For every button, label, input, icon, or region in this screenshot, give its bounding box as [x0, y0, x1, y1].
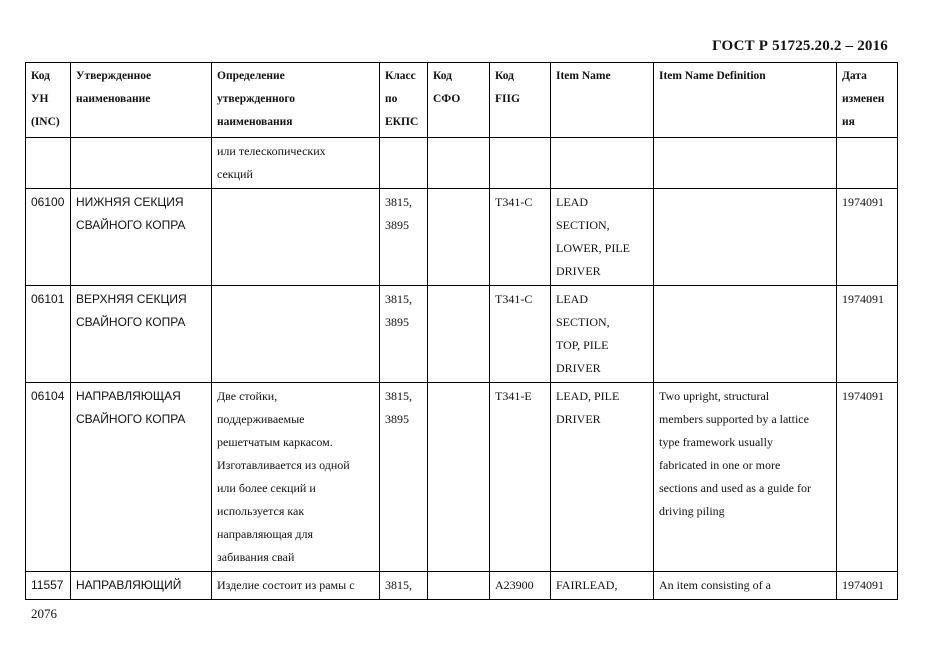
cell-item-name: LEAD, PILE DRIVER — [551, 383, 654, 572]
page-number: 2076 — [31, 606, 57, 621]
cell-item-definition: Two upright, structural members supported by a lattice type framework usually fabricated in one or more sections and used as a guide for driving piling — [654, 383, 837, 572]
cell-approved-name: НАПРАВЛЯЮЩИЙ — [71, 572, 212, 600]
cell-class: 3815, 3895 — [380, 383, 428, 572]
cell-class: 3815, 3895 — [380, 189, 428, 286]
column-header-fiig: Код FIIG — [490, 63, 551, 138]
column-header-inc: Код УН (INC) — [26, 63, 71, 138]
cell-item-name: FAIRLEAD, — [551, 572, 654, 600]
cell-inc: 06100 — [26, 189, 71, 286]
column-header-item-name: Item Name — [551, 63, 654, 138]
cell-item-name: LEAD SECTION, LOWER, PILE DRIVER — [551, 189, 654, 286]
cell-item-definition — [654, 138, 837, 189]
cell-date: 1974091 — [837, 572, 898, 600]
table-row — [26, 189, 898, 286]
cell-item-definition — [654, 189, 837, 286]
cell-definition: Две стойки, поддерживаемые решетчатым каркасом. Изготавливается из одной или более секций и используется как направляющая для забивания свай — [212, 383, 380, 572]
catalog-table — [25, 62, 898, 600]
cell-inc: 06104 — [26, 383, 71, 572]
column-header-sfo: Код СФО — [428, 63, 490, 138]
cell-sfo — [428, 138, 490, 189]
column-header-definition: Определение утвержденного наименования — [212, 63, 380, 138]
cell-date: 1974091 — [837, 286, 898, 383]
table-row — [26, 286, 898, 383]
cell-sfo — [428, 383, 490, 572]
cell-definition — [212, 286, 380, 383]
cell-definition: или телескопических секций — [212, 138, 380, 189]
cell-inc: 11557 — [26, 572, 71, 600]
cell-definition — [212, 189, 380, 286]
cell-fiig: T341-E — [490, 383, 551, 572]
cell-sfo — [428, 286, 490, 383]
cell-item-definition: An item consisting of a — [654, 572, 837, 600]
cell-sfo — [428, 189, 490, 286]
column-header-approved-name: Утвержденное наименование — [71, 63, 212, 138]
cell-approved-name — [71, 138, 212, 189]
cell-fiig: T341-C — [490, 286, 551, 383]
cell-date: 1974091 — [837, 189, 898, 286]
table-row — [26, 572, 898, 600]
cell-approved-name: ВЕРХНЯЯ СЕКЦИЯ СВАЙНОГО КОПРА — [71, 286, 212, 383]
cell-sfo — [428, 572, 490, 600]
column-header-item-name-definition: Item Name Definition — [654, 63, 837, 138]
cell-fiig — [490, 138, 551, 189]
cell-item-definition — [654, 286, 837, 383]
document-standard-header: ГОСТ Р 51725.20.2 – 2016 — [712, 38, 888, 54]
column-header-change-date: Дата изменен ия — [837, 63, 898, 138]
cell-item-name: LEAD SECTION, TOP, PILE DRIVER — [551, 286, 654, 383]
cell-date — [837, 138, 898, 189]
cell-approved-name: НИЖНЯЯ СЕКЦИЯ СВАЙНОГО КОПРА — [71, 189, 212, 286]
table-row — [26, 383, 898, 572]
cell-date: 1974091 — [837, 383, 898, 572]
cell-inc: 06101 — [26, 286, 71, 383]
table-header-row — [26, 63, 898, 138]
cell-approved-name: НАПРАВЛЯЮЩАЯ СВАЙНОГО КОПРА — [71, 383, 212, 572]
cell-fiig: T341-C — [490, 189, 551, 286]
cell-fiig: A23900 — [490, 572, 551, 600]
table-row — [26, 138, 898, 189]
cell-definition: Изделие состоит из рамы с — [212, 572, 380, 600]
cell-class: 3815, 3895 — [380, 286, 428, 383]
column-header-class: Класс по ЕКПС — [380, 63, 428, 138]
cell-class — [380, 138, 428, 189]
cell-class: 3815, — [380, 572, 428, 600]
cell-item-name — [551, 138, 654, 189]
cell-inc — [26, 138, 71, 189]
